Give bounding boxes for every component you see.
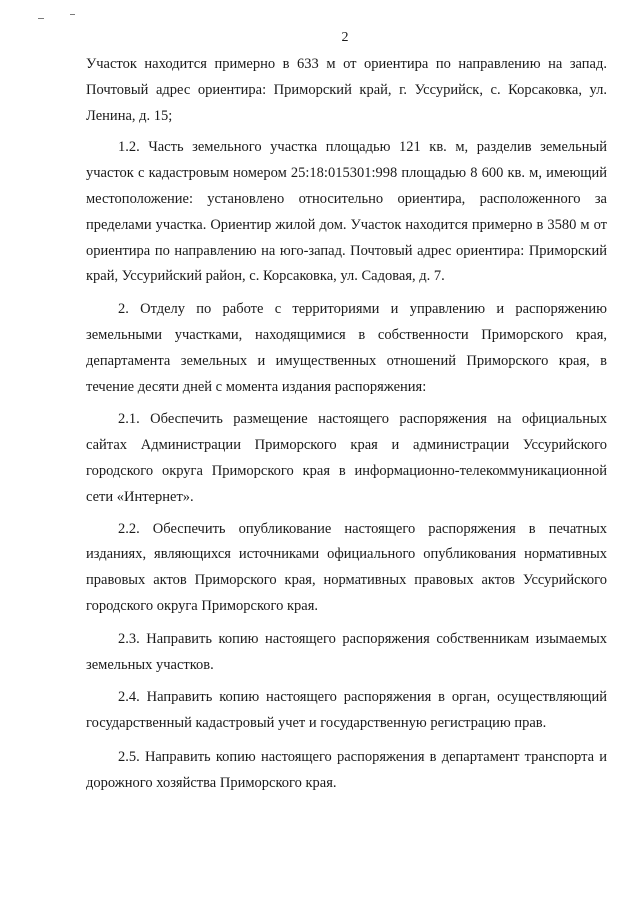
scan-speck (38, 18, 44, 19)
page-number: 2 (341, 30, 349, 45)
paragraph-2: 2. Отделу по работе с территориями и управлению и распоряжению земельными участками, находящимися в собственности Приморского края, департамента земельных и имущественных отношений Приморского края, в течение десяти дней с момента издания распоряжения: (86, 301, 607, 395)
document-body (86, 52, 607, 797)
paragraph-1-2: 1.2. Часть земельного участка площадью 121 кв. м, разделив земельный участок с кадастровым номером 25:18:015301:998 площадью 8 600 кв. м, имеющий местоположение: установлено относительно ориентира, расположенного за пределами участка. Ориентир жилой дом. Участок находится примерно в 3580 м от ориентира по направлению на юго-запад. Почтовый адрес ориентира: Приморский край, Уссурийский район, с. Корсаковка, ул. Садовая, д. 7. (86, 139, 607, 285)
paragraph-continuation: Участок находится примерно в 633 м от ориентира по направлению на запад. Почтовый адрес ориентира: Приморский край, г. Уссурийск, с. Корсаковка, ул. Ленина, д. 15; (86, 56, 607, 124)
paragraph-2-2: 2.2. Обеспечить опубликование настоящего распоряжения в печатных изданиях, являющихся источниками официального опубликования нормативных правовых актов Приморского края, нормативных правовых актов Уссурийского городского округа Приморского края. (86, 520, 607, 614)
paragraph-2-5: 2.5. Направить копию настоящего распоряжения в департамент транспорта и дорожного хозяйства Приморского края. (86, 748, 607, 791)
paragraph-2-3: 2.3. Направить копию настоящего распоряжения собственникам изымаемых земельных участков. (86, 630, 607, 673)
paragraph-2-1: 2.1. Обеспечить размещение настоящего распоряжения на официальных сайтах Администрации Приморского края и администрации Уссурийского городского округа Приморского края в информационно-телекоммуникационной сети «Интернет». (86, 411, 607, 505)
scan-speck (70, 14, 75, 15)
paragraph-2-4: 2.4. Направить копию настоящего распоряжения в орган, осуществляющий государственный кадастровый учет и государственную регистрацию прав. (86, 689, 607, 732)
